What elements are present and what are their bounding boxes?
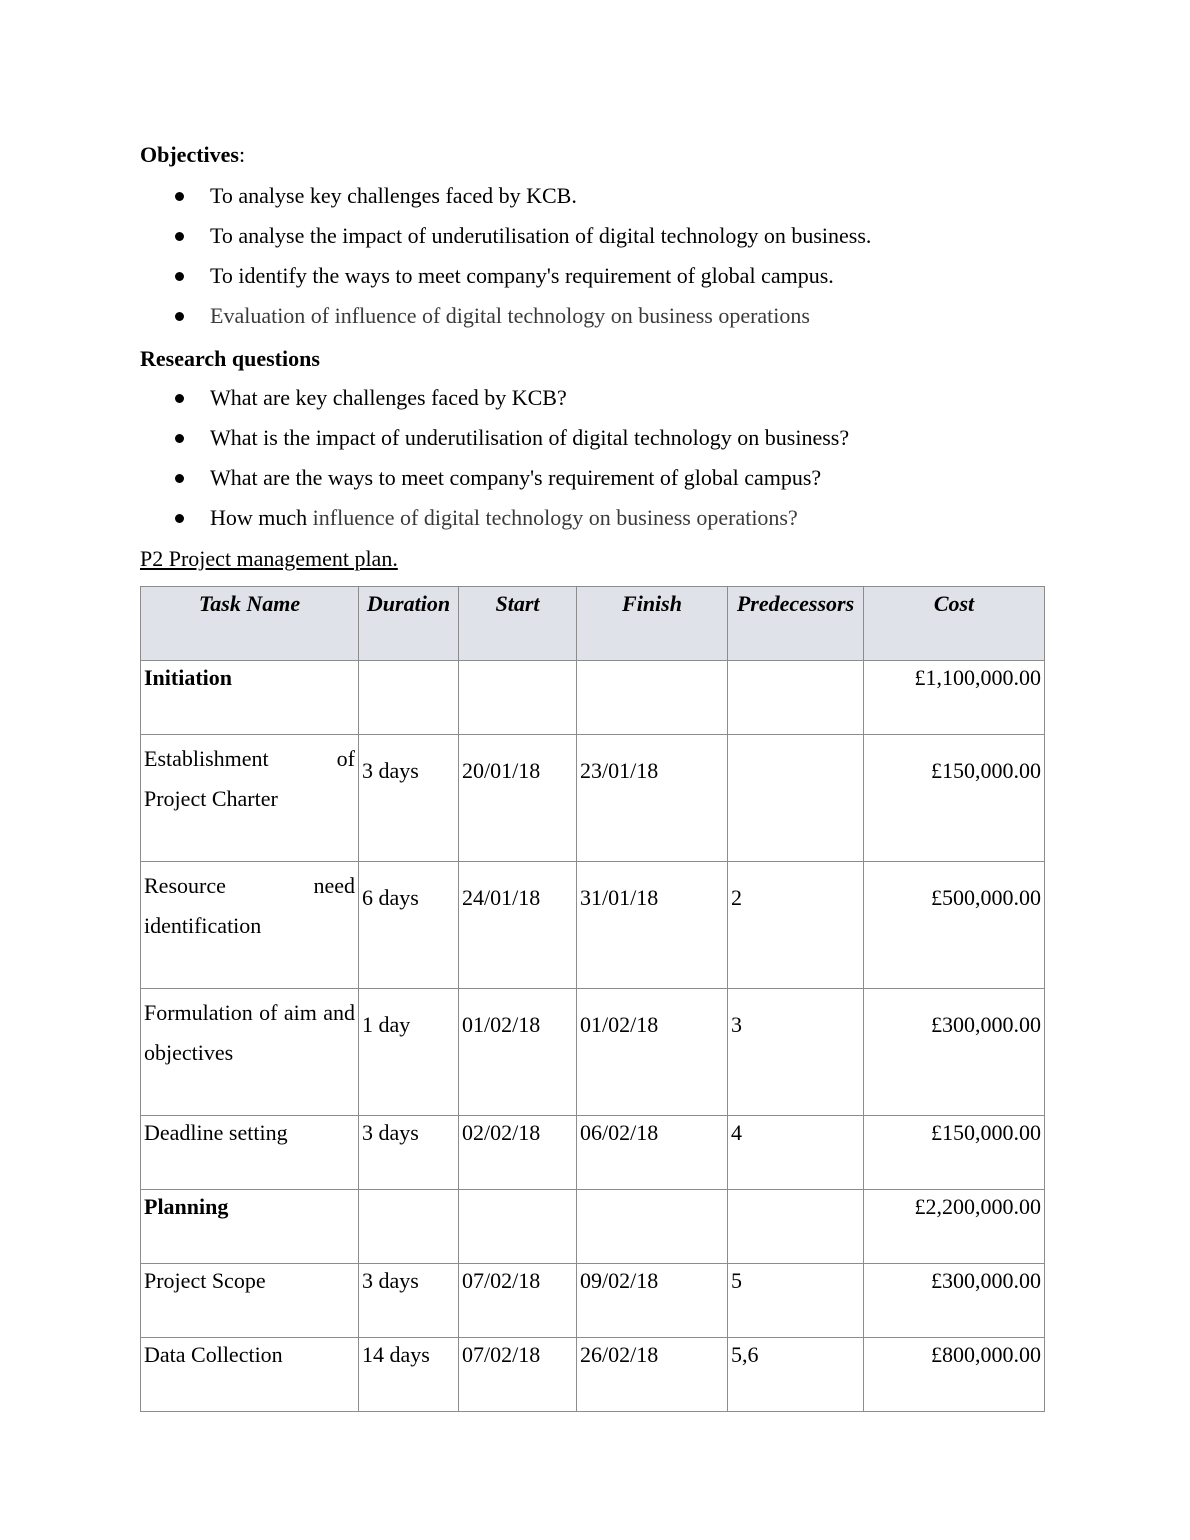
task-name-cell: Data Collection — [141, 1338, 359, 1412]
predecessors-cell: 5,6 — [728, 1338, 864, 1412]
research-question-item — [140, 498, 1044, 538]
objective-text: To identify the ways to meet company's requirement of global campus. — [210, 263, 834, 288]
objectives-heading-label: Objectives — [140, 142, 239, 167]
objectives-list — [140, 176, 1044, 336]
objective-item — [140, 256, 1044, 296]
bullet-icon — [175, 514, 184, 523]
task-name-cell: Resource need identification — [141, 862, 359, 989]
start-cell: 24/01/18 — [459, 862, 577, 989]
task-name-cell: Initiation — [141, 661, 359, 735]
start-cell: 01/02/18 — [459, 989, 577, 1116]
start-cell: 07/02/18 — [459, 1338, 577, 1412]
predecessors-cell: 3 — [728, 989, 864, 1116]
task-name-cell: Planning — [141, 1190, 359, 1264]
duration-cell: 1 day — [359, 989, 459, 1116]
start-cell: 07/02/18 — [459, 1264, 577, 1338]
duration-cell: 3 days — [359, 1264, 459, 1338]
objective-text: Evaluation of influence of digital technology on business operations — [210, 303, 810, 328]
table-row — [141, 735, 1045, 862]
cost-cell: £1,100,000.00 — [864, 661, 1045, 735]
cost-cell: £300,000.00 — [864, 989, 1045, 1116]
finish-cell: 23/01/18 — [577, 735, 728, 862]
cost-cell: £300,000.00 — [864, 1264, 1045, 1338]
bullet-icon — [175, 434, 184, 443]
finish-cell: 06/02/18 — [577, 1116, 728, 1190]
bullet-icon — [175, 394, 184, 403]
start-cell: 20/01/18 — [459, 735, 577, 862]
column-header-duration: Duration — [359, 587, 459, 661]
task-name-cell: Formulation of aim and objectives — [141, 989, 359, 1116]
bullet-icon — [175, 312, 184, 321]
bullet-icon — [175, 232, 184, 241]
cost-cell: £500,000.00 — [864, 862, 1045, 989]
bullet-icon — [175, 474, 184, 483]
finish-cell — [577, 661, 728, 735]
duration-cell: 3 days — [359, 1116, 459, 1190]
task-name-cell: Deadline setting — [141, 1116, 359, 1190]
research-question-text: What are the ways to meet company's requirement of global campus? — [210, 465, 822, 490]
objective-item — [140, 216, 1044, 256]
start-cell — [459, 661, 577, 735]
task-name-cell: Establishment of Project Charter — [141, 735, 359, 862]
research-questions-heading: Research questions — [140, 346, 320, 371]
predecessors-cell: 2 — [728, 862, 864, 989]
plan-title: P2 Project management plan. — [140, 546, 398, 571]
table-row — [141, 1116, 1045, 1190]
predecessors-cell — [728, 1190, 864, 1264]
table-row — [141, 1190, 1045, 1264]
research-question-text: What are key challenges faced by KCB? — [210, 385, 567, 410]
duration-cell: 6 days — [359, 862, 459, 989]
table-header-row — [141, 587, 1045, 661]
column-header-cost: Cost — [864, 587, 1045, 661]
predecessors-cell — [728, 661, 864, 735]
column-header-predecessors: Predecessors — [728, 587, 864, 661]
research-question-text-rest: influence of digital technology on business operations? — [312, 505, 798, 530]
objective-text: To analyse key challenges faced by KCB. — [210, 183, 577, 208]
objectives-heading — [140, 140, 1044, 170]
column-header-start: Start — [459, 587, 577, 661]
finish-cell: 01/02/18 — [577, 989, 728, 1116]
finish-cell: 31/01/18 — [577, 862, 728, 989]
objective-item — [140, 176, 1044, 216]
duration-cell — [359, 1190, 459, 1264]
table-row — [141, 1338, 1045, 1412]
table-row — [141, 661, 1045, 735]
table-row — [141, 862, 1045, 989]
start-cell — [459, 1190, 577, 1264]
research-question-text: What is the impact of underutilisation of digital technology on business? — [210, 425, 850, 450]
start-cell: 02/02/18 — [459, 1116, 577, 1190]
research-question-item — [140, 458, 1044, 498]
objectives-heading-colon: : — [238, 142, 246, 167]
table-row — [141, 989, 1045, 1116]
cost-cell: £2,200,000.00 — [864, 1190, 1045, 1264]
predecessors-cell: 4 — [728, 1116, 864, 1190]
predecessors-cell: 5 — [728, 1264, 864, 1338]
duration-cell: 14 days — [359, 1338, 459, 1412]
finish-cell: 09/02/18 — [577, 1264, 728, 1338]
cost-cell: £150,000.00 — [864, 735, 1045, 862]
cost-cell: £150,000.00 — [864, 1116, 1045, 1190]
duration-cell — [359, 661, 459, 735]
column-header-finish: Finish — [577, 587, 728, 661]
duration-cell: 3 days — [359, 735, 459, 862]
finish-cell — [577, 1190, 728, 1264]
research-question-item — [140, 418, 1044, 458]
bullet-icon — [175, 272, 184, 281]
research-question-text-prefix: How much — [210, 505, 313, 530]
predecessors-cell — [728, 735, 864, 862]
research-question-item — [140, 378, 1044, 418]
project-plan-table — [140, 586, 1045, 1412]
column-header-task-name: Task Name — [141, 587, 359, 661]
finish-cell: 26/02/18 — [577, 1338, 728, 1412]
task-name-cell: Project Scope — [141, 1264, 359, 1338]
objective-text: To analyse the impact of underutilisation of digital technology on business. — [210, 223, 872, 248]
research-questions-list — [140, 378, 1044, 538]
table-row — [141, 1264, 1045, 1338]
objective-item — [140, 296, 1044, 336]
cost-cell: £800,000.00 — [864, 1338, 1045, 1412]
document-page — [140, 138, 1044, 1412]
bullet-icon — [175, 192, 184, 201]
